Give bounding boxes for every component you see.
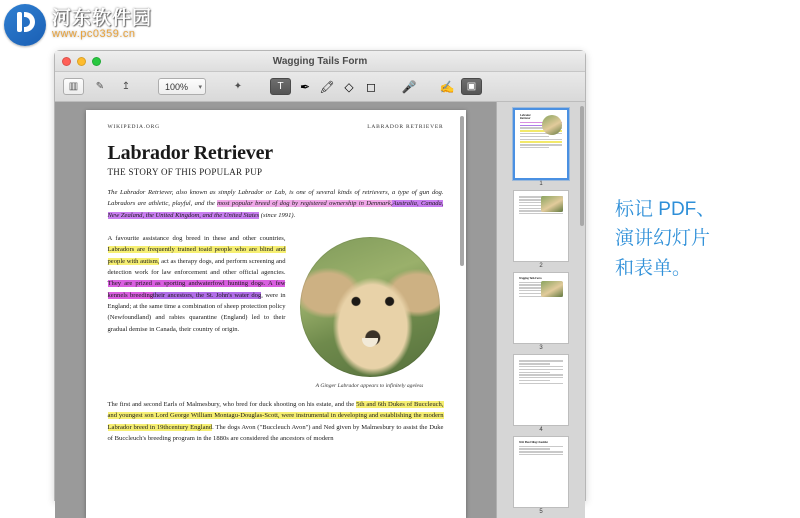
thumbnail-page-5[interactable] (513, 436, 569, 515)
side-caption (615, 195, 790, 283)
text-tool-button[interactable]: T (270, 78, 291, 95)
zoom-button[interactable] (92, 57, 101, 66)
marker-tool-icon[interactable]: 🖍 (319, 79, 335, 94)
thumbnail-number-4: 4 (539, 427, 543, 433)
para3-highlight-1: 5th and 6th Dukes of Buccleuch, and youngest son Lord George William Montagu-Douglas- (107, 400, 444, 420)
para2-text-1: A favourite assistance dog breed in these and other countries, (107, 234, 286, 242)
page-subtitle: THE STORY OF THIS POPULAR PUP (107, 167, 263, 177)
thumbnail-number-1: 1 (539, 181, 543, 187)
para3-text-1: The first and second Earls of Malmesbury, who bred for duck shooting on his estate, and the (107, 400, 357, 408)
thumbnail-number-5: 5 (539, 509, 543, 515)
mic-tool-icon[interactable]: 🎤 (401, 79, 417, 94)
page-runhead (108, 124, 444, 130)
para3-highlight-3: century England (168, 423, 213, 431)
para2-highlight-yellow-2: aid people who are blind and people with autism, (107, 246, 286, 265)
app-window (54, 50, 586, 515)
para2-text-2: act as therapy dogs, and perform screening and detection work for law enforcement and other official agencies. (107, 257, 286, 276)
pen-tool-icon[interactable]: ✒ (299, 79, 311, 94)
lede-paragraph (108, 187, 444, 221)
thumbnail-page-3[interactable] (513, 272, 569, 351)
thumbnail-preview-4 (513, 354, 569, 426)
labrador-photo (300, 237, 440, 377)
thumbnail-page-2[interactable] (513, 190, 569, 269)
middle-row (108, 233, 444, 389)
eraser-tool-icon[interactable]: ◻ (366, 79, 376, 94)
runhead-left: WIKIPEDIA.ORG (107, 124, 160, 130)
thumbnail-title-5: Web Plan Filing Checklist (519, 441, 548, 444)
watermark-text (52, 9, 152, 40)
chevron-down-icon: ▾ (198, 83, 202, 91)
watermark-badge-icon (4, 4, 46, 46)
side-caption-line-1: 标记 PDF、 (615, 199, 716, 220)
zoom-level-value: 100% (165, 81, 189, 92)
document-scrollbar[interactable] (460, 116, 464, 266)
thumb-photo-icon-2 (541, 196, 563, 212)
watermark-subtitle: www.pc0359.cn (52, 28, 136, 41)
annotate-tool-button[interactable]: ▣ (461, 78, 482, 95)
body-paragraph-2 (108, 233, 286, 335)
shape-tool-icon[interactable]: ◇ (344, 79, 354, 94)
para2-highlight-violet: their ancestors, the St. John's water dog (153, 291, 262, 299)
runhead-right: LABRADOR RETRIEVER (367, 124, 444, 130)
sign-tool-icon[interactable]: ✍ (439, 79, 455, 94)
pdf-page (86, 110, 466, 518)
zoom-level-select[interactable] (158, 78, 206, 95)
lede-highlight-1: most popular breed of dog by registered ownership in Denmark, (217, 200, 393, 208)
para2-highlight-yellow-1: Labradors are frequently trained to (107, 246, 204, 254)
toolbar (55, 72, 585, 102)
thumb-photo-icon-1 (542, 115, 562, 135)
thumbnail-preview-5 (513, 436, 569, 508)
thumbnail-title-3: Wagging Tails Form (519, 277, 542, 280)
thumbnail-title-1: Labrador Retriever (520, 114, 531, 121)
highlight-icon[interactable]: ✦ (233, 81, 243, 92)
photo-caption: A Ginger Labrador appears to infinitely ageless (315, 382, 424, 389)
document-viewer[interactable] (55, 102, 496, 518)
para2-highlight-magenta-2: waterfowl hunting dogs. A few kennels breeding (107, 280, 286, 299)
para2-text-3: , were in England; at the same time a combination of sheep protection policy (Newfoundland) and rabies quarantine (England) led to their gradual demise in Canada, their country of origin. (107, 291, 286, 333)
lede-highlight-2: Australia, Canada, New Zealand, the United Kingdom, and the United States (107, 200, 444, 219)
thumbnail-preview-3 (513, 272, 569, 344)
side-caption-line-2: 演讲幻灯片 (615, 228, 711, 250)
thumbnail-scrollbar[interactable] (580, 106, 584, 226)
window-content (55, 102, 585, 518)
page-title: Labrador Retriever (107, 142, 273, 164)
body-paragraph-3 (108, 399, 444, 444)
lede-text-1: The Labrador Retriever, also known as simply Labrador or Lab, is one of several kinds of retrievers, a type of gun dog. Labradors are athletic, playful, and the (107, 189, 444, 208)
edit-icon[interactable]: ✎ (95, 81, 105, 92)
watermark-logo (4, 4, 152, 46)
window-controls[interactable] (62, 57, 101, 66)
para3-text-2: . The dogs Avon ("Buccleuch Avon") and Ned given by Malmesbury to assist the Duke of Buccleuch's breeding program in the 1880s are considered the ancestors of modern (107, 423, 444, 442)
thumbnail-preview-1 (513, 108, 569, 180)
thumbnail-page-1[interactable] (513, 108, 569, 187)
window-title: Wagging Tails Form (272, 55, 368, 67)
sidebar-toggle-icon[interactable]: ▥ (63, 78, 84, 95)
lede-text-2: (since 1991). (259, 211, 296, 219)
watermark-title: 河东软件园 (52, 8, 153, 30)
thumbnail-preview-2 (513, 190, 569, 262)
share-icon[interactable]: ↥ (121, 81, 131, 92)
thumbnail-page-4[interactable] (513, 354, 569, 433)
para3-highlight-2: Scott, were instrumental in developing and establishing the modern Labrador breed in 19th (107, 412, 444, 431)
close-button[interactable] (62, 57, 71, 66)
dog-photo-figure (296, 233, 444, 389)
thumbnail-number-2: 2 (539, 263, 543, 269)
minimize-button[interactable] (77, 57, 86, 66)
window-titlebar (55, 51, 585, 72)
thumbnail-number-3: 3 (539, 345, 543, 351)
side-caption-line-3: 和表单。 (615, 257, 692, 279)
thumbnail-sidebar[interactable] (496, 102, 585, 518)
para2-highlight-magenta-1: They are prized as sporting and (107, 280, 198, 288)
thumb-photo-icon-3 (541, 281, 563, 297)
